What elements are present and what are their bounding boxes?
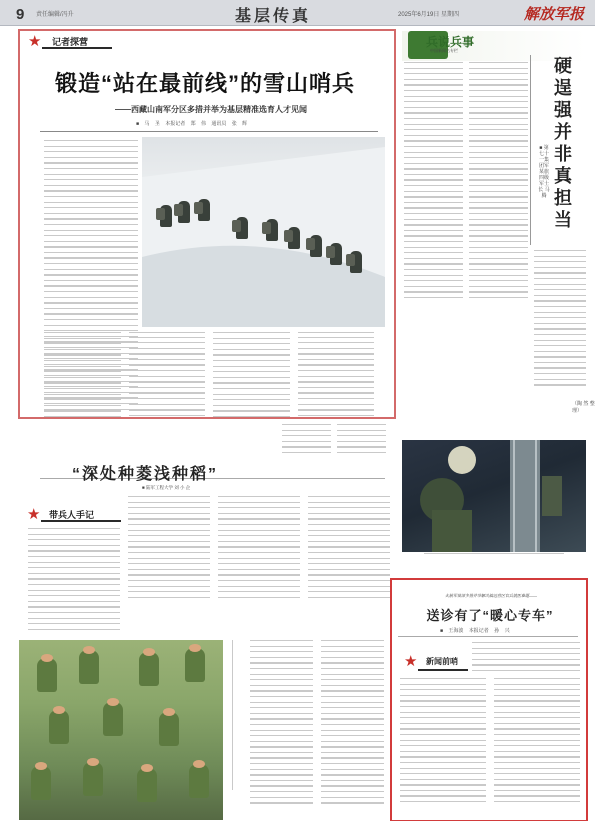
bottom-body-text [250, 640, 384, 810]
soldier-figure [178, 201, 190, 223]
soldier-figure [79, 650, 99, 684]
page-header [0, 0, 595, 26]
divider [398, 636, 578, 637]
divider [40, 131, 378, 132]
star-icon: ★ [404, 652, 418, 670]
soldier-figure [160, 205, 172, 227]
tag-underline [418, 669, 468, 671]
column-tag [27, 505, 127, 523]
snow-patrol-photo [142, 137, 385, 327]
news-headline: 送诊有了“暖心专车” [426, 608, 554, 623]
feature-column-tag [28, 32, 102, 50]
soldier-figure [49, 710, 69, 744]
soldier-figure [185, 648, 205, 682]
night-training-photo [402, 440, 586, 552]
center-body [128, 496, 390, 636]
soldier-figure [189, 764, 209, 798]
soldier-figure [139, 652, 159, 686]
right-body-text-2 [534, 250, 586, 395]
soldier-figure [266, 219, 278, 241]
news-body-top [472, 642, 580, 672]
night-photo-caption [424, 553, 564, 557]
column-body [28, 528, 120, 636]
body-text-continuation [282, 424, 386, 454]
center-headline: “深处种菱浅种稻” [72, 466, 219, 483]
soldier-figure [310, 235, 322, 257]
right-editor-note: （陶 然 整理） [572, 401, 595, 414]
soldier-figure [236, 217, 248, 239]
issue-date: 2025年6月19日 星期四 [398, 12, 460, 18]
column-subname: 中国新闻名专栏 [430, 48, 458, 53]
right-body-text [404, 62, 528, 437]
soldier-figure [37, 658, 57, 692]
tag-underline [42, 47, 112, 49]
star-icon: ★ [27, 505, 41, 523]
soldier-figure [103, 702, 123, 736]
soldier-figure [330, 243, 342, 265]
news-body [400, 678, 580, 808]
night-scene-graphic [402, 440, 586, 552]
soldier-figure [31, 766, 51, 800]
right-headline: 硬逞强并非真担当 [554, 56, 572, 230]
right-author-line: ■ 第七十一集团军某旅四级军士长 马 腾 [538, 145, 550, 199]
soldiers-photo [19, 640, 223, 820]
soldier-figure [350, 251, 362, 273]
feature-byline: ■ 马 圣 本报记者 郑 伟 通讯员 张 辉 [136, 121, 248, 127]
soldier-figure [137, 768, 157, 802]
news-tag [404, 652, 468, 672]
column-tag-label: 带兵人手记 [49, 510, 95, 520]
news-byline: ■ 王海波 本报记者 孙 兴 [440, 628, 510, 634]
center-byline: ■ 陆军工程大学 刘 小 企 [142, 485, 191, 490]
newspaper-logo: 解放军报 [524, 5, 585, 23]
star-icon: ★ [28, 32, 42, 50]
feature-headline: 锻造“站在最前线”的雪山哨兵 [54, 71, 355, 96]
divider [530, 55, 531, 245]
page-number: 9 [16, 6, 25, 23]
feature-subtitle: ——西藏山南军分区多措并举为基层精准选育人才见闻 [115, 105, 307, 114]
column-name: 兵说兵事 [426, 35, 475, 49]
editor-credit: 责任编辑/冯升 [36, 12, 74, 18]
news-kicker: 火箭军某部多措并举解决偏远营区官兵就医难题—— [445, 593, 537, 598]
photo-caption-vertical [232, 640, 238, 800]
news-tag-label: 新闻前哨 [426, 657, 458, 666]
soldier-figure [288, 227, 300, 249]
decorative-dots [30, 812, 76, 821]
decorative-dots [530, 812, 576, 821]
tag-underline [41, 520, 121, 522]
feature-tag-label: 记者探营 [52, 37, 89, 47]
section-title: 基层传真 [235, 8, 312, 25]
soldier-figure [159, 712, 179, 746]
soldier-figure [83, 762, 103, 796]
soldier-figure [198, 199, 210, 221]
feature-body-bottom [44, 332, 374, 417]
